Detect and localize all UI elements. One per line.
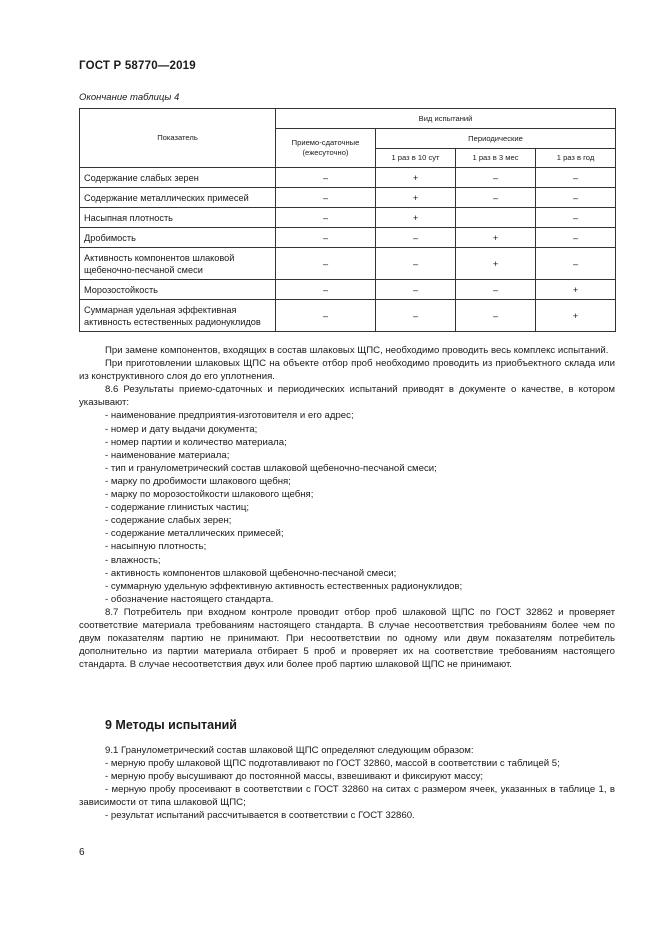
body-text	[79, 344, 615, 671]
list-item: - мерную пробу шлаковой ЩПС подготавливают по ГОСТ 32860, массой в соответствии с таблицей 5;	[105, 758, 560, 770]
row-indicator: Содержание металлических примесей	[80, 188, 276, 208]
list-item: - содержание металлических примесей;	[105, 528, 284, 540]
list-item: - результат испытаний рассчитывается в соответствии с ГОСТ 32860.	[105, 810, 415, 822]
cell-10-days: +	[376, 168, 456, 188]
cell-year: –	[536, 208, 616, 228]
list-item: - номер партии и количество материала;	[105, 436, 287, 448]
header-period-year: 1 раз в год	[536, 149, 616, 168]
cell-acceptance: –	[276, 248, 376, 280]
cell-3-months: –	[456, 280, 536, 300]
document-header: ГОСТ Р 58770—2019	[79, 60, 196, 72]
table-row	[80, 248, 616, 280]
cell-acceptance: –	[276, 208, 376, 228]
section-title: 9 Методы испытаний	[105, 718, 237, 732]
list-item: - мерную пробу просеивают в соответствии с ГОСТ 32860 на ситах с размером ячеек, указанных в таблице 1, в зависимости от типа шлаковой ЩПС;	[79, 784, 615, 809]
cell-year: +	[536, 280, 616, 300]
table-row	[80, 280, 616, 300]
header-periodic: Периодические	[376, 129, 616, 149]
list-item: - обозначение настоящего стандарта.	[105, 593, 274, 605]
header-period-3-months: 1 раз в 3 мес	[456, 149, 536, 168]
row-indicator: Дробимость	[80, 228, 276, 248]
row-indicator: Суммарная удельная эффективная активность естественных радионуклидов	[80, 300, 276, 332]
row-indicator: Морозостойкость	[80, 280, 276, 300]
cell-acceptance: –	[276, 280, 376, 300]
list-item: - номер и дату выдачи документа;	[105, 423, 258, 435]
header-period-10-days: 1 раз в 10 сут	[376, 149, 456, 168]
list-item: - мерную пробу высушивают до постоянной массы, взвешивают и фиксируют массу;	[105, 771, 484, 783]
page-number: 6	[79, 847, 85, 858]
list-item: - наименование материала;	[105, 449, 230, 461]
list-item: - влажность;	[105, 554, 161, 566]
list-item: - насыпную плотность;	[105, 541, 207, 553]
cell-year: –	[536, 248, 616, 280]
list-item: - марку по морозостойкости шлакового щебня;	[105, 489, 314, 501]
paragraph: 9.1 Гранулометрический состав шлаковой ЩПС определяют следующим образом:	[105, 745, 474, 756]
paragraph: При замене компонентов, входящих в состав шлаковых ЩПС, необходимо проводить весь комплекс испытаний.	[105, 345, 609, 356]
list-item: - суммарную удельную эффективную активность естественных радионуклидов;	[105, 580, 463, 592]
list-item: - содержание глинистых частиц;	[105, 502, 250, 514]
table-row	[80, 188, 616, 208]
table-row	[80, 168, 616, 188]
table-row	[80, 208, 616, 228]
cell-acceptance: –	[276, 300, 376, 332]
cell-3-months: +	[456, 228, 536, 248]
paragraph: 8.7 Потребитель при входном контроле проводит отбор проб шлаковой ЩПС по ГОСТ 32862 и проверяет соответствие материала требованиям настоящего стандарта. В случае несоответствия требованиям более чем по двум показателям партию не принимают. При несоответствии по одному или двум показателям потребитель дополнительно из партии материала отбирает 5 проб и проверяет их на соответствие требованиям настоящего стандарта. В случае несоответствия двух или более проб партию шлаковой ЩПС не принимают.	[79, 606, 615, 671]
cell-10-days: +	[376, 188, 456, 208]
header-test-type: Вид испытаний	[276, 109, 616, 129]
cell-3-months	[456, 208, 536, 228]
cell-3-months: +	[456, 248, 536, 280]
cell-10-days: –	[376, 228, 456, 248]
list-item: - марку по дробимости шлакового щебня;	[105, 475, 291, 487]
list-item: - содержание слабых зерен;	[105, 515, 232, 527]
list-item: - наименование предприятия-изготовителя и его адрес;	[105, 410, 354, 422]
section-text	[79, 744, 615, 823]
cell-3-months: –	[456, 188, 536, 208]
row-indicator: Содержание слабых зерен	[80, 168, 276, 188]
header-indicator: Показатель	[80, 109, 276, 168]
paragraph: При приготовлении шлаковых ЩПС на объекте отбор проб необходимо проводить из приобъектного склада или из конструктивного слоя до его уплотнения.	[79, 358, 615, 383]
cell-acceptance: –	[276, 168, 376, 188]
cell-3-months: –	[456, 168, 536, 188]
cell-10-days: –	[376, 300, 456, 332]
table-row	[80, 300, 616, 332]
cell-acceptance: –	[276, 188, 376, 208]
list-item: - активность компонентов шлаковой щебеночно-песчаной смеси;	[105, 567, 397, 579]
cell-year: –	[536, 188, 616, 208]
list-item: - тип и гранулометрический состав шлаковой щебеночно-песчаной смеси;	[105, 462, 437, 474]
cell-3-months: –	[456, 300, 536, 332]
table-caption: Окончание таблицы 4	[79, 92, 180, 103]
row-indicator: Насыпная плотность	[80, 208, 276, 228]
cell-10-days: +	[376, 208, 456, 228]
paragraph: 8.6 Результаты приемо-сдаточных и периодических испытаний приводят в документе о качестве, в котором указывают:	[79, 384, 615, 409]
cell-year: +	[536, 300, 616, 332]
table-row	[80, 228, 616, 248]
header-acceptance: Приемо-сдаточные (ежесуточно)	[276, 129, 376, 168]
cell-year: –	[536, 228, 616, 248]
cell-10-days: –	[376, 248, 456, 280]
cell-10-days: –	[376, 280, 456, 300]
row-indicator: Активность компонентов шлаковой щебеночно-песчаной смеси	[80, 248, 276, 280]
table-4	[79, 108, 616, 332]
cell-acceptance: –	[276, 228, 376, 248]
cell-year: –	[536, 168, 616, 188]
